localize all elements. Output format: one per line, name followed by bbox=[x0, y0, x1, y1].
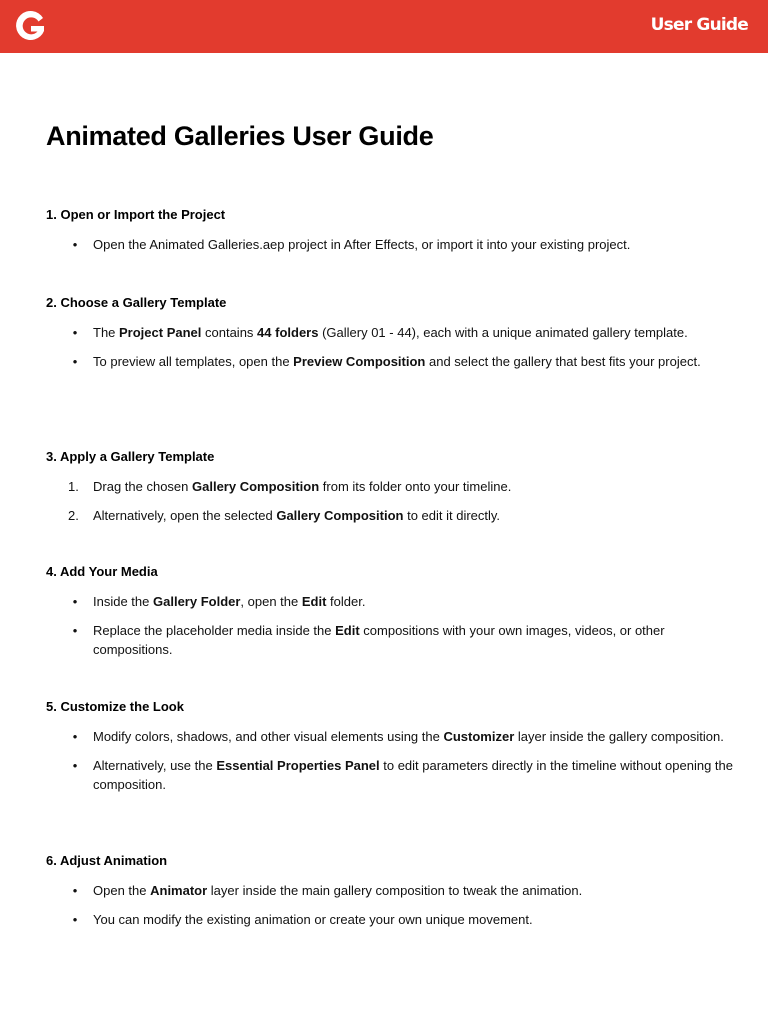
bullet-icon: • bbox=[72, 883, 78, 898]
item-text: from its folder onto your timeline. bbox=[319, 479, 512, 494]
numbered-item bbox=[46, 477, 736, 496]
bold-term: Gallery Folder bbox=[153, 594, 241, 609]
header-label: User Guide bbox=[650, 15, 748, 35]
bold-term: Gallery Composition bbox=[192, 479, 320, 494]
item-text: contains bbox=[201, 325, 258, 340]
item-text: layer inside the main gallery composition to tweak the animation. bbox=[207, 883, 583, 898]
bullet-icon: • bbox=[72, 758, 78, 773]
item-text: To preview all templates, open the bbox=[93, 354, 294, 369]
section-6 bbox=[46, 852, 736, 929]
bullet-icon: • bbox=[72, 623, 78, 638]
section-1 bbox=[46, 206, 736, 254]
section-4 bbox=[46, 563, 736, 659]
bold-term: Essential Properties Panel bbox=[216, 758, 380, 773]
bold-term: Project Panel bbox=[119, 325, 202, 340]
list-number: 1. bbox=[68, 479, 79, 494]
item-text: , open the bbox=[240, 594, 302, 609]
section-3 bbox=[46, 448, 736, 525]
bullet-item bbox=[46, 910, 736, 929]
item-text: You can modify the existing animation or create your own unique movement. bbox=[93, 912, 533, 927]
item-text: compositions with your own images, videos, or other compositions. bbox=[93, 623, 665, 657]
item-text: Alternatively, use the bbox=[93, 758, 217, 773]
bullet-icon: • bbox=[72, 354, 78, 369]
bold-term: Customizer bbox=[443, 729, 515, 744]
section-heading: 2. Choose a Gallery Template bbox=[46, 295, 227, 310]
item-text: to edit parameters directly in the timeline without opening the composition. bbox=[93, 758, 733, 792]
bold-term: Animator bbox=[150, 883, 208, 898]
section-2 bbox=[46, 294, 736, 371]
item-text: Open the Animated Galleries.aep project in After Effects, or import it into your existing project. bbox=[93, 237, 631, 252]
item-text: folder. bbox=[326, 594, 366, 609]
bold-term: Edit bbox=[335, 623, 360, 638]
bold-term: Preview Composition bbox=[293, 354, 426, 369]
item-text: Open the bbox=[93, 883, 151, 898]
section-heading: 1. Open or Import the Project bbox=[46, 207, 226, 222]
bold-term: Edit bbox=[301, 594, 327, 609]
numbered-item bbox=[46, 506, 736, 525]
item-text: Replace the placeholder media inside the bbox=[93, 623, 336, 638]
section-5 bbox=[46, 698, 736, 794]
bullet-icon: • bbox=[72, 325, 78, 340]
bullet-icon: • bbox=[72, 594, 78, 609]
bullet-icon: • bbox=[72, 237, 78, 252]
item-text: (Gallery 01 - 44), each with a unique animated gallery template. bbox=[318, 325, 688, 340]
bullet-item bbox=[46, 592, 736, 611]
bullet-icon: • bbox=[72, 729, 78, 744]
item-text: layer inside the gallery composition. bbox=[514, 729, 724, 744]
bullet-item bbox=[46, 881, 736, 900]
item-text: to edit it directly. bbox=[403, 508, 501, 523]
bullet-item bbox=[46, 352, 736, 371]
bullet-item bbox=[46, 621, 736, 659]
bullet-item bbox=[46, 756, 736, 794]
item-text: Modify colors, shadows, and other visual elements using the bbox=[93, 729, 444, 744]
section-heading: 5. Customize the Look bbox=[46, 699, 184, 714]
list-number: 2. bbox=[68, 508, 79, 523]
item-text: Inside the bbox=[93, 594, 153, 609]
page-title: Animated Galleries User Guide bbox=[46, 121, 434, 151]
item-text: Drag the chosen bbox=[93, 479, 193, 494]
section-heading: 3. Apply a Gallery Template bbox=[46, 449, 215, 464]
section-heading: 6. Adjust Animation bbox=[46, 853, 168, 868]
bullet-item bbox=[46, 323, 736, 342]
bold-term: Gallery Composition bbox=[276, 508, 404, 523]
item-text: Alternatively, open the selected bbox=[93, 508, 277, 523]
bullet-item bbox=[46, 727, 736, 746]
item-text: and select the gallery that best fits your project. bbox=[425, 354, 701, 369]
item-text: The bbox=[93, 325, 120, 340]
bullet-icon: • bbox=[72, 912, 78, 927]
g-logo-icon bbox=[12, 10, 48, 44]
section-heading: 4. Add Your Media bbox=[46, 564, 158, 579]
bold-term: 44 folders bbox=[257, 325, 319, 340]
header-bar bbox=[0, 0, 768, 53]
bullet-item bbox=[46, 235, 736, 254]
